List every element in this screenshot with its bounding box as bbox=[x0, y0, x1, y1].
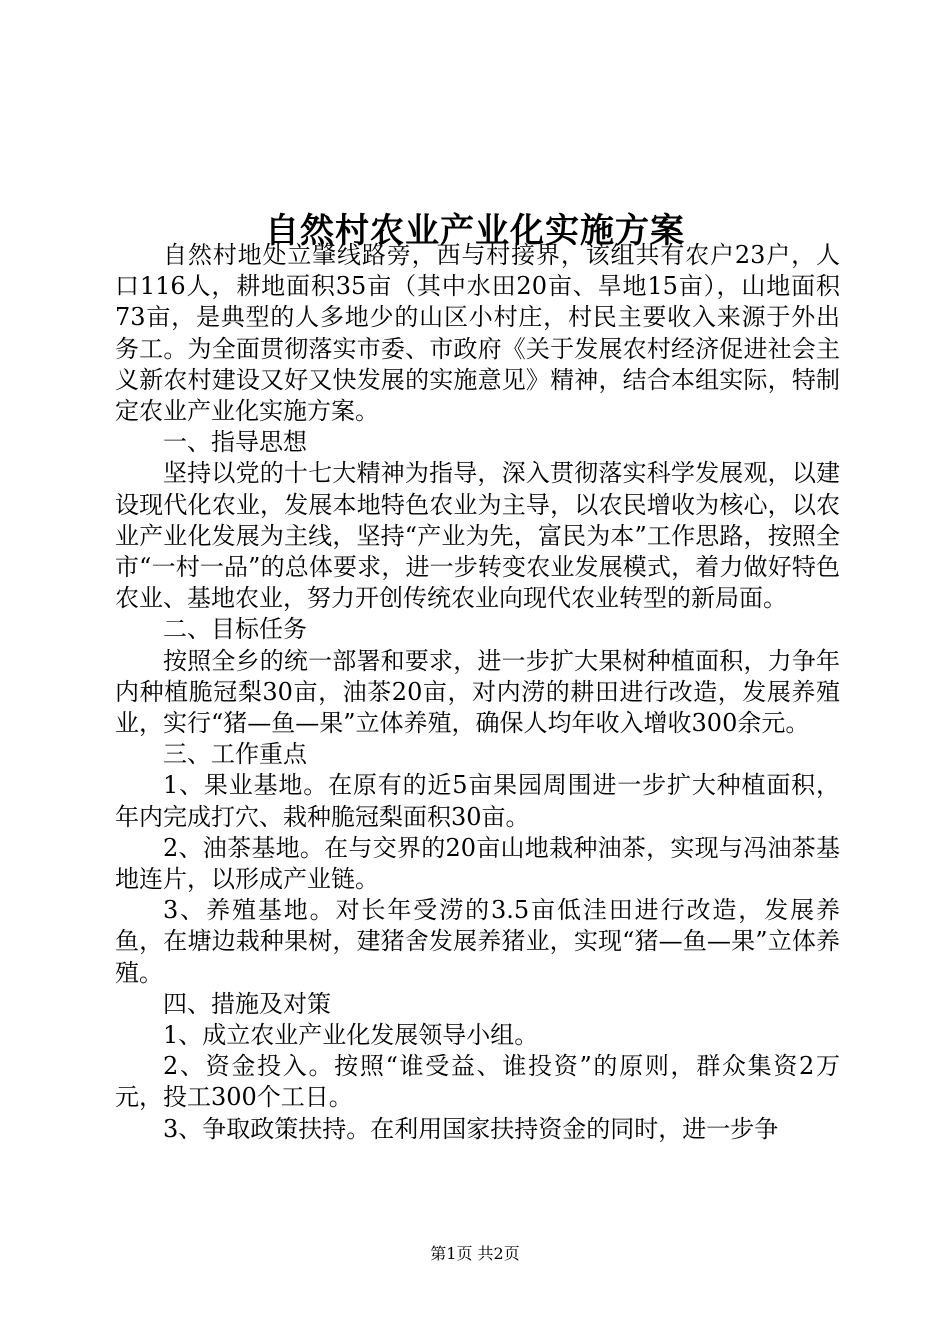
key-work-item-oil-tea-base: 2、油茶基地。在与交界的20亩山地栽种油茶，实现与冯油茶基地连片，以形成产业链。 bbox=[115, 833, 840, 894]
key-work-item-breeding-base: 3、养殖基地。对长年受涝的3.5亩低洼田进行改造，发展养鱼，在塘边栽种果树，建猪舍发展养猪业，实现“猪—鱼—果”立体养殖。 bbox=[115, 896, 840, 987]
section-heading-goals: 二、目标任务 bbox=[163, 615, 307, 644]
section-heading-measures: 四、措施及对策 bbox=[163, 989, 331, 1018]
measure-item-funding: 2、资金投入。按照“谁受益、谁投资”的原则，群众集资2万元，投工300个工日。 bbox=[115, 1052, 840, 1112]
section-paragraph-goals: 按照全乡的统一部署和要求，进一步扩大果树种植面积，力争年内种植脆冠梨30亩，油茶20亩，对内涝的耕田进行改造，发展养殖业，实行“猪—鱼—果”立体养殖，确保人均年收入增收300余元。 bbox=[115, 646, 840, 738]
document-title: 自然村农业产业化实施方案 bbox=[265, 210, 685, 251]
key-work-item-fruit-base: 1、果业基地。在原有的近5亩果园周围进一步扩大种植面积，年内完成打穴、栽种脆冠梨面积30亩。 bbox=[115, 771, 840, 831]
measure-item-policy-support: 3、争取政策扶持。在利用国家扶持资金的同时，进一步争 bbox=[163, 1114, 779, 1143]
section-heading-guiding-ideology: 一、指导思想 bbox=[163, 428, 307, 457]
section-heading-key-work: 三、工作重点 bbox=[163, 740, 307, 769]
measure-item-leading-group: 1、成立农业产业化发展领导小组。 bbox=[163, 1021, 539, 1050]
page-footer: 第1页 共2页 bbox=[430, 1244, 520, 1263]
section-paragraph-guiding-ideology: 坚持以党的十七大精神为指导，深入贯彻落实科学发展观，以建设现代化农业，发展本地特色农业为主导，以农民增收为核心，以农业产业化发展为主线，坚持“产业为先，富民为本”工作思路，按照全市“一村一品”的总体要求，进一步转变农业发展模式，着力做好特色农业、基地农业，努力开创传统农业向现代农业转型的新局面。 bbox=[115, 459, 840, 613]
document-body bbox=[115, 240, 840, 1145]
intro-paragraph: 自然村地处立肇线路旁，西与村接界，该组共有农户23户，人口116人，耕地面积35亩（其中水田20亩、旱地15亩），山地面积73亩，是典型的人多地少的山区小村庄，村民主要收入来源于外出务工。为全面贯彻落实市委、市政府《关于发展农村经济促进社会主义新农村建设又好又快发展的实施意见》精神，结合本组实际，特制定农业产业化实施方案。 bbox=[115, 241, 840, 426]
